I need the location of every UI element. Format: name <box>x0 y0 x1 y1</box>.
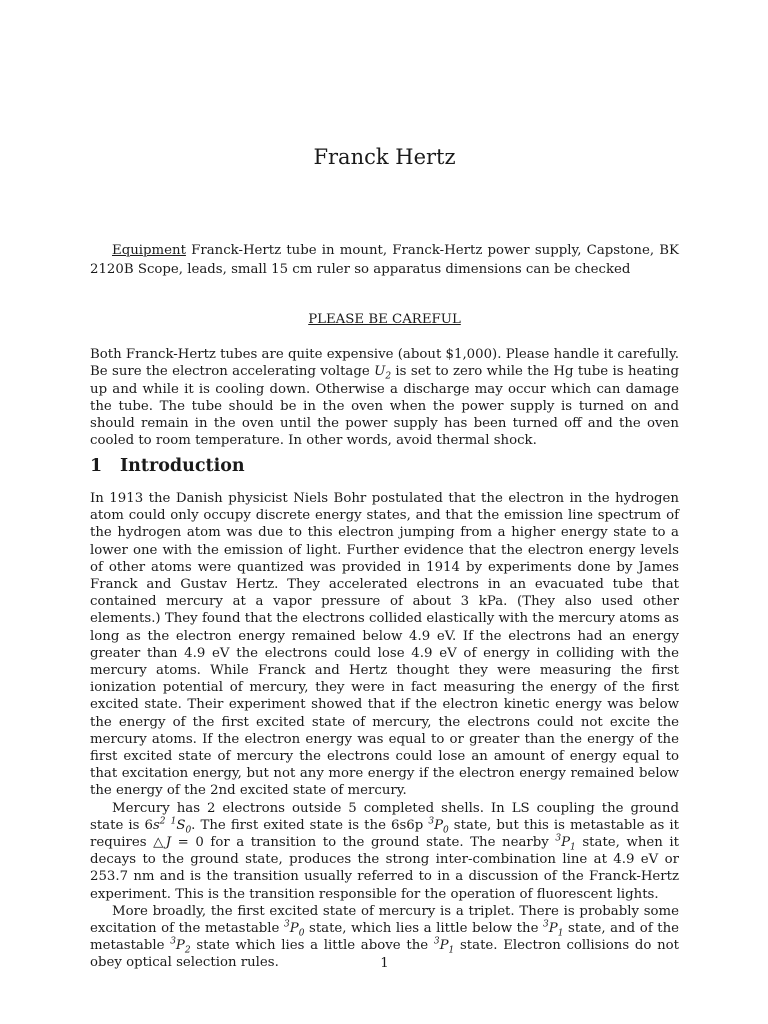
warning-text-2: is set to zero while the Hg tube is heating up and while it is cooling down. Otherwise a discharge may occur which can damage the tube. The tube should be in the oven when the power supply is turned on and should remain in the oven until the power supply has been turned off and the oven cooled to room temperature. In other words, avoid thermal shock. <box>90 364 679 449</box>
equipment-text: Franck-Hertz tube in mount, Franck-Hertz power supply, Capstone, BK 2120B Scope, leads, small 15 cm ruler so apparatus dimensions can be checked <box>90 243 679 277</box>
term-3p2: $^3P_2$ <box>170 936 191 956</box>
p2-text-a: Mercury has 2 electrons outside 5 completed shells. In LS coupling the ground state is 6 <box>90 800 679 833</box>
p2-text-c: state, but this is metastable as it requires △ <box>90 817 679 851</box>
voltage-subscript: 2 <box>385 371 392 382</box>
term-3p0: $^3P_0$ <box>428 816 449 836</box>
section-heading <box>90 456 245 476</box>
equipment-paragraph <box>90 241 679 279</box>
introduction-body <box>90 490 679 972</box>
careful-heading: PLEASE BE CAREFUL <box>308 312 461 327</box>
p3-text-c: state, and of the metastable <box>90 921 680 954</box>
p3-text-b: state, which lies a little below the <box>304 921 544 937</box>
p3-text-d: state which lies a little above the <box>190 938 434 954</box>
p3-text-a: More broadly, the first excited state of mercury is a triplet. There is probably some excitation of the metastable <box>90 903 679 937</box>
voltage-variable <box>374 364 392 382</box>
term-3p1-b: $^3P_1$ <box>543 919 564 939</box>
page-number: 1 <box>380 956 389 971</box>
p2-text-e: state, when it decays to the ground state, produces the strong inter-combination line at 4.9 eV or 253.7 nm and is the transition usually referred to in a discussion of the Franck-Hertz experiment. This is the transition responsible for the operation of fluorescent lights. <box>90 835 679 902</box>
term-3p1: $^3P_1$ <box>555 833 576 853</box>
p2-text-d: = 0 for a transition to the ground state. The nearby <box>171 835 556 851</box>
p2-text-b: . The first exited state is the 6s6p <box>191 817 429 833</box>
ground-state-term: $s^2$ $^1S_0$ <box>152 816 192 836</box>
term-3p0-b: $^3P_0$ <box>284 919 305 939</box>
section-number: 1 <box>90 456 103 476</box>
warning-text-1: Both Franck-Hertz tubes are quite expensive (about $1,000). Please handle it carefully. Be sure the electron accelerating voltage <box>90 347 679 380</box>
warning-paragraph <box>90 346 679 450</box>
document-title: Franck Hertz <box>313 145 456 169</box>
section-title: Introduction <box>120 456 245 476</box>
voltage-symbol: U <box>374 364 386 380</box>
intro-paragraph-1: In 1913 the Danish physicist Niels Bohr postulated that the electron in the hydrogen atom could only occupy discrete energy states, and that the emission line spectrum of the hydrogen atom was due to this electron jumping from a higher energy state to a lower one with the emission of light. Further evidence that the electron energy levels of other atoms were quantized was provided in 1914 by experiments done by James Franck and Gustav Hertz. They accelerated electrons in an evacuated tube that contained mercury at a vapor pressure of about 3 kPa. (They also used other elements.) They found that the electrons collided elastically with the mercury atoms as long as the electron energy remained below 4.9 eV. If the electrons had an energy greater than 4.9 eV the electrons could lose 4.9 eV of energy in colliding with the mercury atoms. While Franck and Hertz thought they were measuring the first ionization potential of mercury, they were in fact measuring the energy of the first excited state. Their experiment showed that if the electron kinetic energy was below the energy of the first excited state of mercury, the electrons could not excite the mercury atoms. If the electron energy was equal to or greater than the energy of the first excited state of mercury the electrons could lose an amount of energy equal to that excitation energy, but not any more energy if the electron energy remained below the energy of the 2nd excited state of mercury. <box>90 491 679 799</box>
term-3p1-c: $^3P_1$ <box>433 936 455 956</box>
equipment-label: Equipment <box>112 243 186 258</box>
p3-text-e: state. Electron collisions do not obey optical selection rules. <box>90 938 679 971</box>
delta-j-symbol: J <box>165 835 172 851</box>
intro-paragraph-2 <box>90 800 679 903</box>
